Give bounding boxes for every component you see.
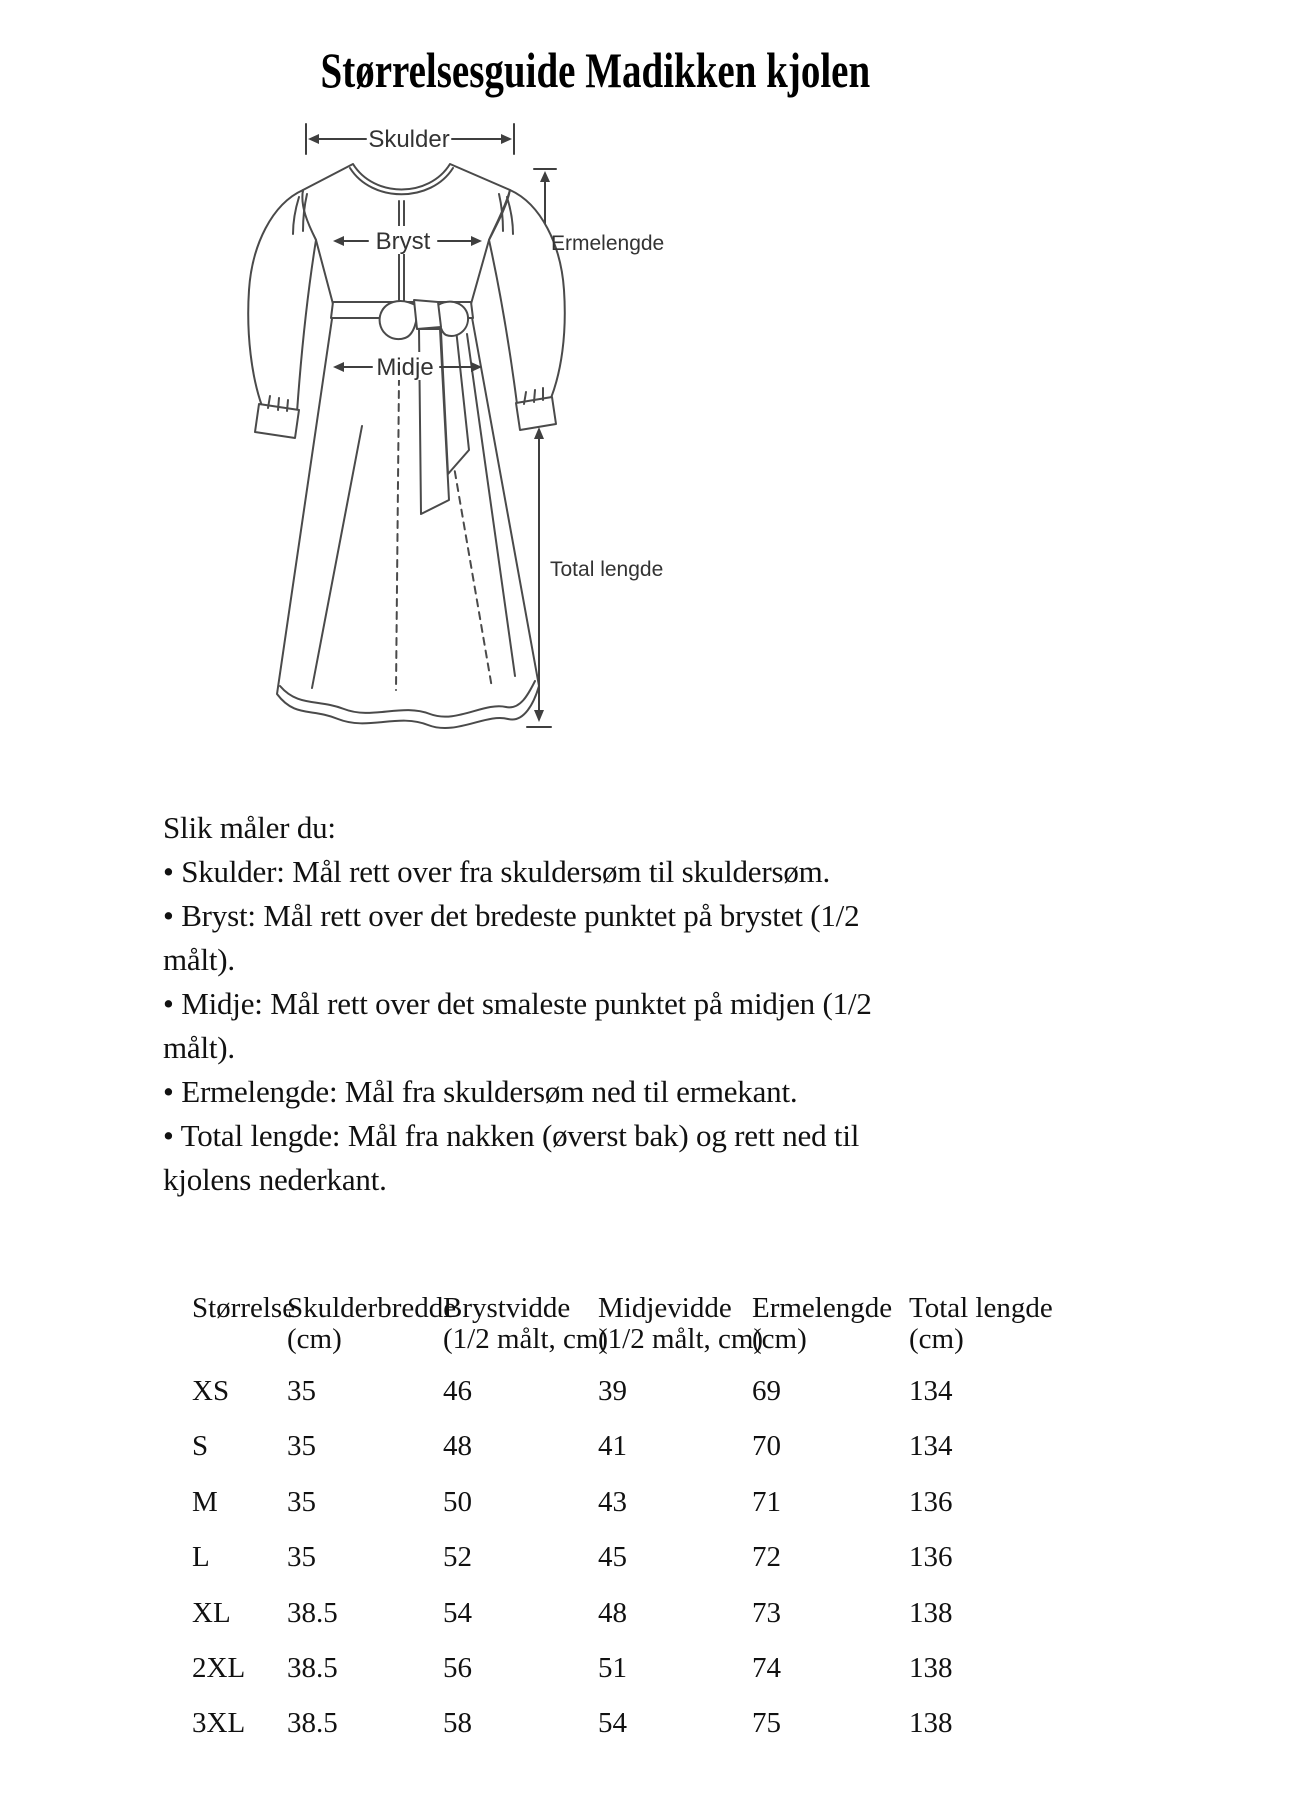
size-label: M xyxy=(192,1486,218,1518)
measurement-value: 138 xyxy=(909,1652,953,1684)
column-header-unit: (cm) xyxy=(287,1323,342,1355)
measurement-value: 134 xyxy=(909,1375,953,1407)
column-header-unit: (1/2 målt, cm) xyxy=(443,1323,609,1355)
measurement-value: 54 xyxy=(598,1707,627,1739)
measurement-value: 72 xyxy=(752,1541,781,1573)
size-label: 2XL xyxy=(192,1652,246,1684)
ermelengde-label: Ermelengde xyxy=(551,232,665,255)
measurement-value: 43 xyxy=(598,1486,627,1518)
size-label: L xyxy=(192,1541,210,1573)
page-title: Størrelsesguide Madikken kjolen xyxy=(320,42,870,98)
instructions-heading: Slik måler du: xyxy=(163,810,336,845)
measurement-value: 58 xyxy=(443,1707,472,1739)
measurement-value: 52 xyxy=(443,1541,472,1573)
size-label: S xyxy=(192,1430,209,1462)
instruction-line: • Bryst: Mål rett over det bredeste punktet på brystet (1/2 xyxy=(163,898,860,933)
measurement-value: 38.5 xyxy=(287,1652,338,1684)
bow-left-loop xyxy=(380,301,418,339)
column-header xyxy=(287,1293,456,1355)
left-sleeve xyxy=(248,190,316,412)
column-header-title: Ermelengde xyxy=(752,1292,893,1324)
measurement-value: 69 xyxy=(752,1375,781,1407)
measurement-value: 54 xyxy=(443,1597,472,1629)
instruction-line: målt). xyxy=(163,942,235,977)
measurement-value: 39 xyxy=(598,1375,627,1407)
skulder-label: Skulder xyxy=(368,126,450,153)
column-header xyxy=(192,1293,295,1324)
measurement-value: 35 xyxy=(287,1541,316,1573)
measurement-value: 75 xyxy=(752,1707,781,1739)
measurement-value: 138 xyxy=(909,1707,953,1739)
bow-right-loop xyxy=(438,302,468,336)
measurement-value: 136 xyxy=(909,1486,953,1518)
column-header-title: Skulderbredde xyxy=(287,1292,457,1324)
size-label: XS xyxy=(192,1375,230,1407)
instruction-line: • Skulder: Mål rett over fra skuldersøm til skuldersøm. xyxy=(163,854,831,889)
column-header-title: Brystvidde xyxy=(443,1292,571,1324)
column-header-title: Størrelse xyxy=(192,1292,296,1324)
measurement-value: 134 xyxy=(909,1430,953,1462)
skulder-measure-arrow xyxy=(306,124,514,154)
size-label: XL xyxy=(192,1597,231,1629)
instruction-line: • Total lengde: Mål fra nakken (øverst bak) og rett ned til xyxy=(163,1118,860,1153)
right-cuff xyxy=(516,397,556,430)
measurement-value: 35 xyxy=(287,1375,316,1407)
column-header-title: Total lengde xyxy=(909,1292,1053,1324)
measurement-value: 73 xyxy=(752,1597,781,1629)
total-lengde-measure-arrow xyxy=(527,427,663,727)
measurement-value: 51 xyxy=(598,1652,627,1684)
measurement-value: 38.5 xyxy=(287,1597,338,1629)
instruction-line: målt). xyxy=(163,1030,235,1065)
measurement-value: 35 xyxy=(287,1486,316,1518)
measurement-value: 41 xyxy=(598,1430,627,1462)
instruction-line: kjolens nederkant. xyxy=(163,1162,387,1197)
total-lengde-label: Total lengde xyxy=(550,558,664,581)
column-header xyxy=(752,1293,892,1355)
measurement-value: 48 xyxy=(598,1597,627,1629)
measurement-value: 71 xyxy=(752,1486,781,1518)
measurement-value: 45 xyxy=(598,1541,627,1573)
size-label: 3XL xyxy=(192,1707,246,1739)
midje-label: Midje xyxy=(376,354,434,381)
bryst-label: Bryst xyxy=(375,228,431,255)
instruction-line: • Midje: Mål rett over det smaleste punktet på midjen (1/2 xyxy=(163,986,872,1021)
measurement-value: 35 xyxy=(287,1430,316,1462)
column-header xyxy=(598,1293,763,1355)
dress-diagram xyxy=(210,85,670,745)
measurement-value: 56 xyxy=(443,1652,472,1684)
measuring-instructions xyxy=(163,806,872,1202)
instruction-line: • Ermelengde: Mål fra skuldersøm ned til ermekant. xyxy=(163,1074,798,1109)
column-header-unit: (cm) xyxy=(909,1323,964,1355)
column-header xyxy=(443,1293,608,1355)
bow-knot xyxy=(414,300,441,329)
column-header xyxy=(909,1293,1053,1355)
measurement-value: 138 xyxy=(909,1597,953,1629)
left-cuff xyxy=(255,404,299,438)
right-sleeve xyxy=(489,190,565,404)
measurement-value: 38.5 xyxy=(287,1707,338,1739)
measurement-value: 74 xyxy=(752,1652,781,1684)
column-header-title: Midjevidde xyxy=(598,1292,732,1324)
measurement-value: 48 xyxy=(443,1430,472,1462)
measurement-value: 46 xyxy=(443,1375,472,1407)
column-header-unit: (cm) xyxy=(752,1323,807,1355)
column-header-unit: (1/2 målt, cm) xyxy=(598,1323,764,1355)
measurement-value: 50 xyxy=(443,1486,472,1518)
measurement-value: 136 xyxy=(909,1541,953,1573)
measurement-value: 70 xyxy=(752,1430,781,1462)
